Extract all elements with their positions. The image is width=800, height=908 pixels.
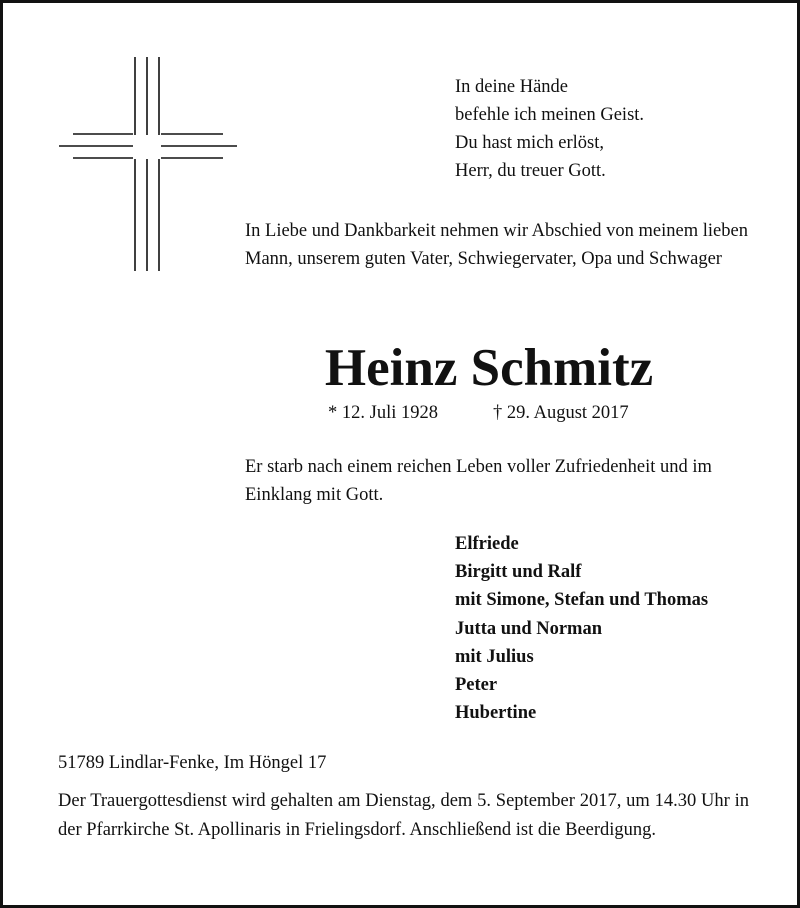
cross-icon [57,55,239,275]
mourner: mit Julius [455,646,534,667]
mourner: Jutta und Norman [455,618,602,639]
funeral-info: Der Trauergottesdienst wird gehalten am Dienstag, dem 5. September 2017, um 14.30 Uhr in der Pfarrkirche St. Apollinaris in Frielingsdorf. Anschließend ist die Beerdigung. [58,791,749,840]
mourner: Hubertine [455,703,537,724]
mourner: Peter [455,675,498,696]
mourner: Birgitt und Ralf [455,562,582,583]
verse-line: Herr, du treuer Gott. [455,161,606,181]
death-date: † 29. August 2017 [493,403,629,423]
deceased-name: Heinz Schmitz [324,339,654,397]
birth-date: * 12. Juli 1928 [328,403,438,423]
verse-line: In deine Hände [455,77,569,97]
verse-line: Du hast mich erlöst, [455,133,605,153]
intro-text: In Liebe und Dankbarkeit nehmen wir Abschied von meinem lieben Mann, unserem guten Vater, Schwiegervater, Opa und Schwager [245,221,748,269]
mourners-list [455,530,708,727]
mourner: Elfriede [455,534,519,554]
address: 51789 Lindlar-Fenke, Im Höngel 17 [58,753,327,773]
statement-text: Er starb nach einem reichen Leben voller Zufriedenheit und im Einklang mit Gott. [245,457,712,505]
verse [455,73,644,185]
mourner: mit Simone, Stefan und Thomas [455,590,709,611]
verse-line: befehle ich meinen Geist. [455,105,645,125]
